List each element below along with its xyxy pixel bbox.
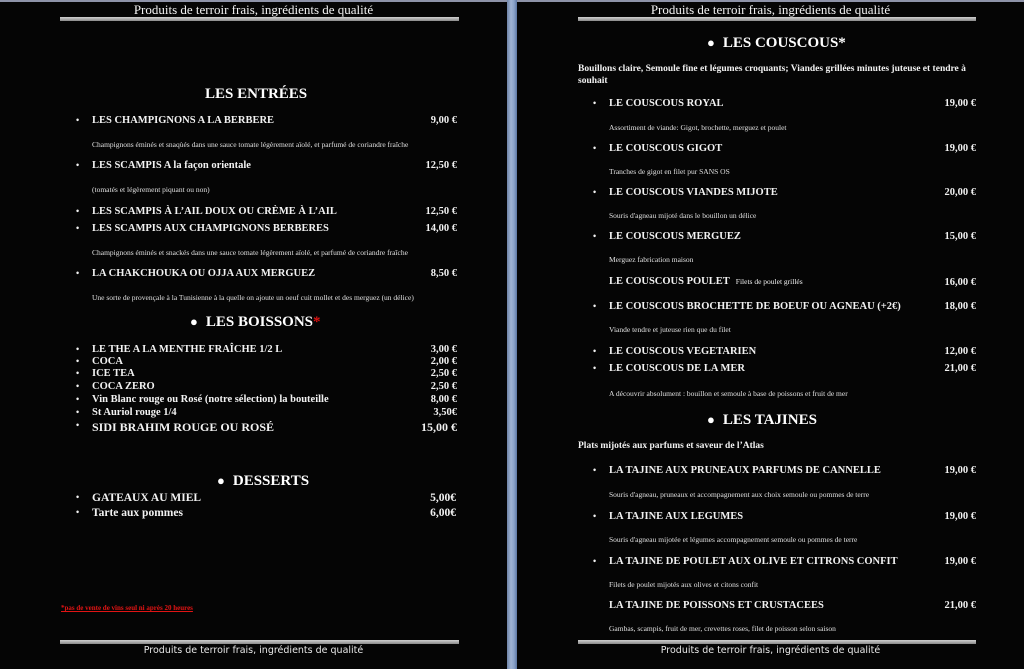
item-price: 18,00 €	[944, 301, 976, 312]
item-price: 19,00 €	[944, 556, 976, 567]
item-description: Une sorte de provençale à la Tunisienne à la quelle on ajoute un oeuf cuit mollet et des merguez (un délice)	[92, 293, 414, 302]
bullet-icon: •	[76, 368, 80, 378]
bullet-icon: •	[593, 346, 597, 356]
menu-page-right	[517, 2, 1024, 669]
bullet-icon: •	[593, 98, 597, 108]
item-price: 2,50 €	[430, 368, 457, 379]
list-item: • LE COUSCOUS MERGUEZ	[593, 231, 741, 242]
item-description: Souris d'agneau mijotée et légumes accompagnement semoule ou pommes de terre	[609, 535, 858, 544]
menu-page-left	[0, 2, 507, 669]
item-price: 19,00 €	[944, 98, 976, 109]
bullet-icon: ●	[217, 473, 225, 488]
bullet-icon: •	[593, 301, 597, 311]
item-price: 19,00 €	[944, 511, 976, 522]
list-item: • COCA	[76, 356, 123, 367]
item-description: Viande tendre et juteuse rien que du filet	[609, 325, 731, 334]
list-item: • LES CHAMPIGNONS A LA BERBERE	[76, 115, 275, 126]
list-item: LE COUSCOUS POULET Filets de poulet grillés	[609, 276, 803, 287]
page-footer: Produits de terroir frais, ingrédients de qualité	[143, 645, 364, 656]
list-item: • LE THE A LA MENTHE FRAÎCHE 1/2 L	[76, 344, 283, 355]
list-item: • COCA ZERO	[76, 381, 155, 392]
wine-warning-note: *pas de vente de vins seul ni après 20 heures	[61, 604, 193, 612]
item-price: 9,00 €	[430, 115, 457, 126]
item-price: 5,00€	[430, 492, 456, 504]
list-item: • LES SCAMPIS À L’AIL DOUX OU CRÈME À L’AIL	[76, 206, 337, 217]
item-description: Souris d'agneau, pruneaux et accompagnement aux choix semoule ou pommes de terre	[609, 490, 870, 499]
list-item: • LE COUSCOUS VEGETARIEN	[593, 346, 757, 357]
list-item: • St Auriol rouge 1/4	[76, 407, 177, 418]
bullet-icon: •	[76, 394, 80, 404]
couscous-intro: Bouillons claire, Semoule fine et légumes croquants; Viandes grillées minutes juteuse et tendre à souhait	[578, 64, 966, 86]
list-item: • LA TAJINE AUX LEGUMES	[593, 511, 744, 522]
item-price: 12,50 €	[425, 160, 457, 171]
bullet-icon: •	[76, 420, 80, 430]
item-description: (tomatés et légèrement piquant ou non)	[92, 185, 210, 194]
item-price: 3,00 €	[430, 344, 457, 355]
list-item: LA TAJINE DE POISSONS ET CRUSTACEES	[609, 600, 824, 611]
page-footer: Produits de terroir frais, ingrédients de qualité	[660, 645, 881, 656]
item-description: Gambas, scampis, fruit de mer, crevettes roses, filet de poisson selon saison	[609, 624, 836, 633]
item-description: Tranches de gigot en filet pur SANS OS	[609, 167, 730, 176]
item-price: 12,00 €	[944, 346, 976, 357]
item-price: 12,50 €	[425, 206, 457, 217]
bullet-icon: •	[76, 381, 80, 391]
section-title-couscous: ● LES COUSCOUS*	[707, 35, 846, 51]
bullet-icon: •	[76, 344, 80, 354]
header-rule	[578, 17, 976, 21]
item-price: 2,00 €	[430, 356, 457, 367]
bullet-icon: •	[593, 556, 597, 566]
bullet-icon: •	[76, 507, 80, 517]
list-item: • LE COUSCOUS GIGOT	[593, 143, 723, 154]
footer-rule	[60, 640, 459, 644]
list-item: • Vin Blanc rouge ou Rosé (notre sélection) la bouteille	[76, 394, 329, 405]
item-price: 20,00 €	[944, 187, 976, 198]
bullet-icon: ●	[707, 412, 715, 427]
item-description: Filets de poulet mijotés aux olives et citons confit	[609, 580, 759, 589]
item-price: 6,00€	[430, 507, 456, 519]
list-item: • LE COUSCOUS VIANDES MIJOTE	[593, 187, 778, 198]
list-item: • LA TAJINE AUX PRUNEAUX PARFUMS DE CANNELLE	[593, 465, 881, 476]
item-description: Souris d'agneau mijoté dans le bouillon un délice	[609, 211, 757, 220]
list-item: • LE COUSCOUS ROYAL	[593, 98, 724, 109]
item-price: 8,50 €	[430, 268, 457, 279]
item-price: 15,00 €	[421, 420, 457, 434]
item-description: Merguez fabrication maison	[609, 255, 694, 264]
item-price: 16,00 €	[944, 277, 976, 288]
list-item: • LA CHAKCHOUKA OU OJJA AUX MERGUEZ	[76, 268, 316, 279]
item-price: 8,00 €	[430, 394, 457, 405]
bullet-icon: •	[593, 143, 597, 153]
bullet-icon: •	[76, 223, 80, 233]
bullet-icon: •	[593, 465, 597, 475]
list-item: • LE COUSCOUS DE LA MER	[593, 363, 745, 374]
item-description: Champignons éminés et snackés dans une sauce tomate légèrement aïolé, et parfumé de coriandre fraîche	[92, 248, 408, 257]
bullet-icon: •	[76, 356, 80, 366]
item-price: 2,50 €	[430, 381, 457, 392]
bullet-icon: •	[76, 206, 80, 216]
item-description: Champignons éminés et snaqùés dans une sauce tomate légèrement aïolé, et parfumé de coriandre fraîche	[92, 140, 409, 149]
list-item: • SIDI BRAHIM ROUGE OU ROSÉ	[76, 420, 275, 434]
item-price: 19,00 €	[944, 465, 976, 476]
bullet-icon: •	[76, 492, 80, 502]
item-price: 21,00 €	[944, 363, 976, 374]
item-price: 21,00 €	[944, 600, 976, 611]
item-description: Assortiment de viande: Gigot, brochette, merguez et poulet	[609, 123, 787, 132]
list-item: • ICE TEA	[76, 368, 135, 379]
item-description: Filets de poulet grillés	[735, 277, 803, 286]
page-header: Produits de terroir frais, ingrédients de qualité	[133, 2, 374, 17]
section-title-desserts: ● DESSERTS	[217, 473, 310, 489]
bullet-icon: ●	[190, 314, 198, 329]
bullet-icon: ●	[707, 35, 715, 50]
bullet-icon: •	[76, 115, 80, 125]
item-price: 3,50€	[433, 407, 457, 418]
bullet-icon: •	[593, 511, 597, 521]
bullet-icon: •	[593, 231, 597, 241]
section-title-boissons: ● LES BOISSONS*	[190, 314, 321, 330]
bullet-icon: •	[76, 160, 80, 170]
tajines-intro: Plats mijotés aux parfums et saveur de l’Atlas	[578, 441, 764, 451]
list-item: • GATEAUX AU MIEL	[76, 492, 202, 504]
list-item: • LES SCAMPIS A la façon orientale	[76, 160, 251, 171]
bullet-icon: •	[76, 268, 80, 278]
page-gutter	[507, 0, 517, 669]
section-title-entrees: LES ENTRÉES	[205, 86, 308, 102]
list-item: • LA TAJINE DE POULET AUX OLIVE ET CITRONS CONFIT	[593, 556, 898, 567]
item-price: 15,00 €	[944, 231, 976, 242]
bullet-icon: •	[593, 363, 597, 373]
list-item: • Tarte aux pommes	[76, 507, 183, 519]
bullet-icon: •	[593, 187, 597, 197]
bullet-icon: •	[76, 407, 80, 417]
header-rule	[60, 17, 459, 21]
footer-rule	[578, 640, 976, 644]
page-header: Produits de terroir frais, ingrédients de qualité	[650, 2, 891, 17]
item-description: A découvrir absolument : bouillon et semoule à base de poissons et fruit de mer	[609, 389, 848, 398]
section-title-tajines: ● LES TAJINES	[707, 412, 817, 428]
item-price: 14,00 €	[425, 223, 457, 234]
list-item: • LES SCAMPIS AUX CHAMPIGNONS BERBERES	[76, 223, 329, 234]
item-price: 19,00 €	[944, 143, 976, 154]
list-item: • LE COUSCOUS BROCHETTE DE BOEUF OU AGNEAU (+2€)	[593, 301, 901, 312]
